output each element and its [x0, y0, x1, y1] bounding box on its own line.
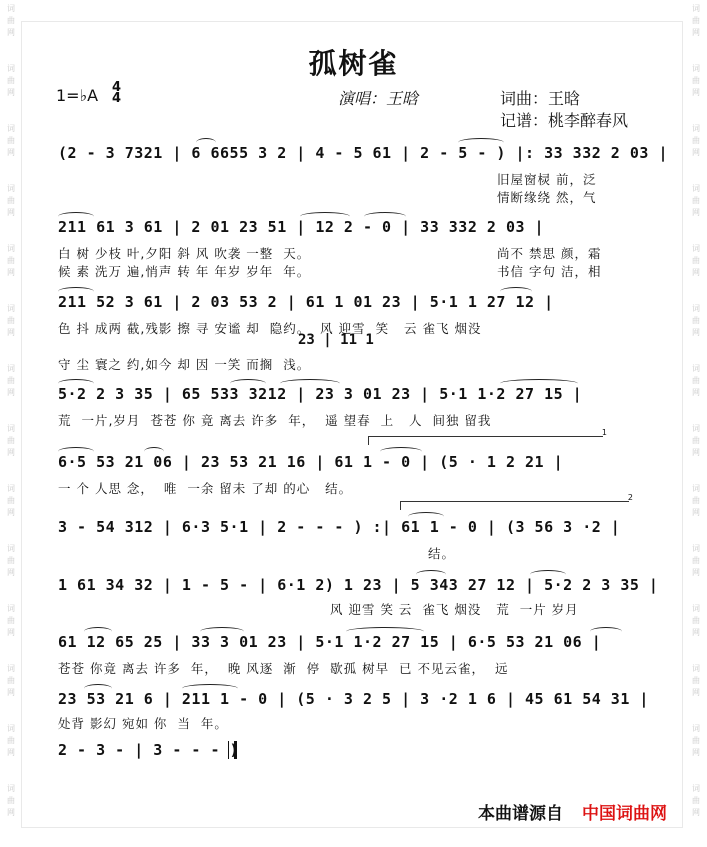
watermark-char: 曲 [692, 556, 700, 565]
watermark-char: 网 [7, 748, 15, 757]
watermark-char: 曲 [7, 76, 15, 85]
watermark-char: 曲 [7, 496, 15, 505]
watermark-char: 网 [7, 88, 15, 97]
watermark-char: 网 [692, 508, 700, 517]
slur-mark [58, 379, 94, 388]
notation-row: 5·2 2 3 35 | 65 533 3212 | 23 3 01 23 | 5·1 1·2 27 15 | [58, 385, 583, 403]
key-signature: 1=♭A [56, 86, 99, 105]
watermark-char: 词 [692, 544, 700, 553]
watermark-char: 曲 [7, 196, 15, 205]
slur-mark [416, 570, 446, 579]
watermark-char: 词 [7, 364, 15, 373]
watermark-char: 词 [7, 664, 15, 673]
watermark-char: 词 [7, 4, 15, 13]
watermark-char: 网 [7, 508, 15, 517]
slur-mark [280, 379, 340, 388]
watermark-char: 曲 [7, 796, 15, 805]
watermark-char: 网 [692, 28, 700, 37]
watermark-char: 曲 [692, 436, 700, 445]
singer-credit: 演唱：王晗 [338, 89, 419, 108]
lyric-line: 一 个 人思 念， 唯 一余 留未 了却 的心 结。 [58, 481, 353, 496]
lyric-line: 尚不 禁思 颜，霜 [497, 246, 602, 261]
watermark-char: 词 [692, 484, 700, 493]
watermark-char: 曲 [7, 736, 15, 745]
watermark-char: 词 [7, 604, 15, 613]
slur-mark [300, 212, 350, 221]
watermark-char: 词 [692, 4, 700, 13]
watermark-char: 曲 [7, 316, 15, 325]
slur-mark [58, 212, 94, 221]
watermark-char: 网 [7, 448, 15, 457]
second-ending-bracket [400, 493, 633, 510]
watermark-char: 词 [692, 304, 700, 313]
watermark-char: 词 [692, 184, 700, 193]
lyric-line: 处背 影幻 宛如 你 当 年。 [58, 716, 228, 731]
slur-mark [500, 287, 532, 296]
watermark-char: 曲 [7, 376, 15, 385]
watermark-char: 词 [7, 544, 15, 553]
watermark-char: 曲 [7, 436, 15, 445]
watermark-char: 曲 [692, 316, 700, 325]
watermark-char: 词 [692, 64, 700, 73]
notation-row: 61 12 65 25 | 33 3 01 23 | 5·1 1·2 27 15 | 6·5 53 21 06 | [58, 633, 602, 651]
slur-mark [500, 379, 578, 388]
watermark-char: 词 [7, 484, 15, 493]
watermark-char: 曲 [692, 676, 700, 685]
watermark-char: 曲 [692, 496, 700, 505]
watermark-right [687, 0, 705, 847]
watermark-char: 曲 [692, 136, 700, 145]
slur-mark [364, 212, 406, 221]
watermark-char: 网 [7, 628, 15, 637]
meter-top: 4 [112, 80, 122, 95]
first-ending-number: 1 [601, 428, 607, 437]
watermark-char: 词 [7, 64, 15, 73]
watermark-char: 网 [7, 208, 15, 217]
watermark-left [2, 0, 20, 847]
slur-mark [346, 627, 424, 636]
notator-credit: 记谱：桃李醉春风 [500, 111, 629, 130]
source-site[interactable]: 中国词曲网 [582, 804, 667, 824]
lyric-line: 候 素 洗万 遍,悄声 转 年 年岁 岁年 年。 [58, 264, 311, 279]
slur-mark [84, 627, 112, 636]
watermark-char: 词 [7, 244, 15, 253]
watermark-char: 曲 [7, 16, 15, 25]
watermark-char: 曲 [692, 736, 700, 745]
lyric-line: 苍苍 你竟 离去 许多 年， 晚 风逐 渐 停 歇孤 树早 已 不见云雀， 远 [58, 661, 509, 676]
watermark-char: 网 [692, 628, 700, 637]
first-ending-bracket [368, 428, 607, 445]
lyric-line: 白 树 少枝 叶,夕阳 斜 风 吹袭 一整 天。 [58, 246, 311, 261]
slur-mark [196, 138, 216, 147]
watermark-char: 网 [692, 448, 700, 457]
watermark-char: 网 [692, 808, 700, 817]
slur-mark [58, 447, 94, 456]
watermark-char: 词 [692, 364, 700, 373]
watermark-char: 网 [692, 688, 700, 697]
watermark-char: 词 [692, 124, 700, 133]
watermark-char: 曲 [7, 676, 15, 685]
watermark-char: 词 [692, 784, 700, 793]
watermark-char: 网 [7, 148, 15, 157]
lyric-line: 荒 一片,岁月 苍苍 你 竟 离去 许多 年， 遥 望春 上 人 间独 留我 [58, 413, 492, 428]
lyric-line: 书信 字句 洁，相 [497, 264, 602, 279]
source-banner [472, 796, 682, 824]
lyric-line: 风 迎雪 笑 云 雀飞 烟没 荒 一片 岁月 [330, 602, 579, 617]
watermark-char: 词 [692, 604, 700, 613]
watermark-char: 网 [7, 28, 15, 37]
watermark-char: 词 [692, 244, 700, 253]
slur-mark [200, 627, 244, 636]
lyric-line: 旧屋窗棂 前，泛 [497, 172, 597, 187]
slur-mark [530, 570, 566, 579]
slur-mark [590, 627, 622, 636]
notation-row: 23 53 21 6 | 211 1 - 0 | (5 · 3 2 5 | 3 ·2 1 6 | 45 61 54 31 | [58, 690, 649, 708]
watermark-char: 网 [692, 568, 700, 577]
watermark-char: 网 [7, 808, 15, 817]
lyric-line: 情断缘绕 然，气 [497, 190, 597, 205]
notation-row: 2 - 3 - | 3 - - - ) [58, 741, 240, 759]
watermark-char: 词 [7, 424, 15, 433]
watermark-char: 词 [7, 724, 15, 733]
watermark-char: 曲 [692, 616, 700, 625]
slur-mark [182, 684, 238, 693]
slur-mark [230, 379, 266, 388]
meter-bottom: 4 [112, 91, 122, 106]
notation-row: 3 - 54 312 | 6·3 5·1 | 2 - - - ) :| 61 1 - 0 | (3 56 3 ·2 | [58, 518, 621, 536]
watermark-char: 曲 [692, 796, 700, 805]
lyric-line: 色 抖 成两 截,残影 擦 寻 安谧 却 隐约。 风 迎雪 笑 云 雀飞 烟没 [58, 321, 482, 336]
final-barline [228, 741, 237, 759]
watermark-char: 网 [692, 388, 700, 397]
lyric-line: 结。 [428, 546, 456, 561]
notation-row: (2 - 3 7321 | 6 6655 3 2 | 4 - 5 61 | 2 - 5 - ) |: 33 332 2 03 | [58, 144, 668, 162]
slur-mark [458, 138, 504, 147]
watermark-char: 网 [7, 328, 15, 337]
watermark-char: 曲 [692, 16, 700, 25]
lyric-line: 守 尘 寰之 约,如今 却 因 一笑 而搁 浅。 [58, 357, 311, 372]
second-ending-number: 2 [627, 493, 633, 502]
watermark-char: 词 [7, 304, 15, 313]
watermark-char: 词 [7, 184, 15, 193]
alternate-notes: 23 | 11 1 [298, 332, 374, 348]
slur-mark [380, 447, 422, 456]
watermark-char: 词 [692, 664, 700, 673]
notation-row: 211 61 3 61 | 2 01 23 51 | 12 2 - 0 | 33 332 2 03 | [58, 218, 545, 236]
watermark-char: 曲 [7, 556, 15, 565]
song-title: 孤树雀 [308, 47, 399, 80]
watermark-char: 网 [7, 268, 15, 277]
watermark-char: 网 [692, 208, 700, 217]
watermark-char: 曲 [692, 76, 700, 85]
watermark-char: 曲 [7, 136, 15, 145]
watermark-char: 网 [692, 328, 700, 337]
watermark-char: 网 [692, 268, 700, 277]
watermark-char: 曲 [692, 256, 700, 265]
watermark-char: 词 [692, 724, 700, 733]
watermark-char: 曲 [7, 256, 15, 265]
watermark-char: 曲 [692, 196, 700, 205]
notation-row: 1 61 34 32 | 1 - 5 - | 6·1 2) 1 23 | 5 343 27 12 | 5·2 2 3 35 | [58, 576, 659, 594]
slur-mark [58, 287, 94, 296]
slur-mark [144, 447, 164, 456]
watermark-char: 曲 [692, 376, 700, 385]
watermark-char: 词 [7, 124, 15, 133]
watermark-char: 网 [692, 88, 700, 97]
time-signature [112, 82, 121, 104]
slur-mark [408, 512, 444, 521]
composer-credit: 词曲：王晗 [500, 89, 581, 108]
watermark-char: 网 [692, 748, 700, 757]
watermark-char: 曲 [7, 616, 15, 625]
watermark-char: 词 [692, 424, 700, 433]
watermark-char: 网 [7, 568, 15, 577]
slur-mark [84, 684, 112, 693]
watermark-char: 网 [7, 688, 15, 697]
watermark-char: 网 [692, 148, 700, 157]
watermark-char: 词 [7, 784, 15, 793]
notation-row: 211 52 3 61 | 2 03 53 2 | 61 1 01 23 | 5·1 1 27 12 | [58, 293, 554, 311]
notation-row: 6·5 53 21 06 | 23 53 21 16 | 61 1 - 0 | (5 · 1 2 21 | [58, 453, 564, 471]
source-label: 本曲谱源自 [478, 804, 563, 824]
watermark-char: 网 [7, 388, 15, 397]
